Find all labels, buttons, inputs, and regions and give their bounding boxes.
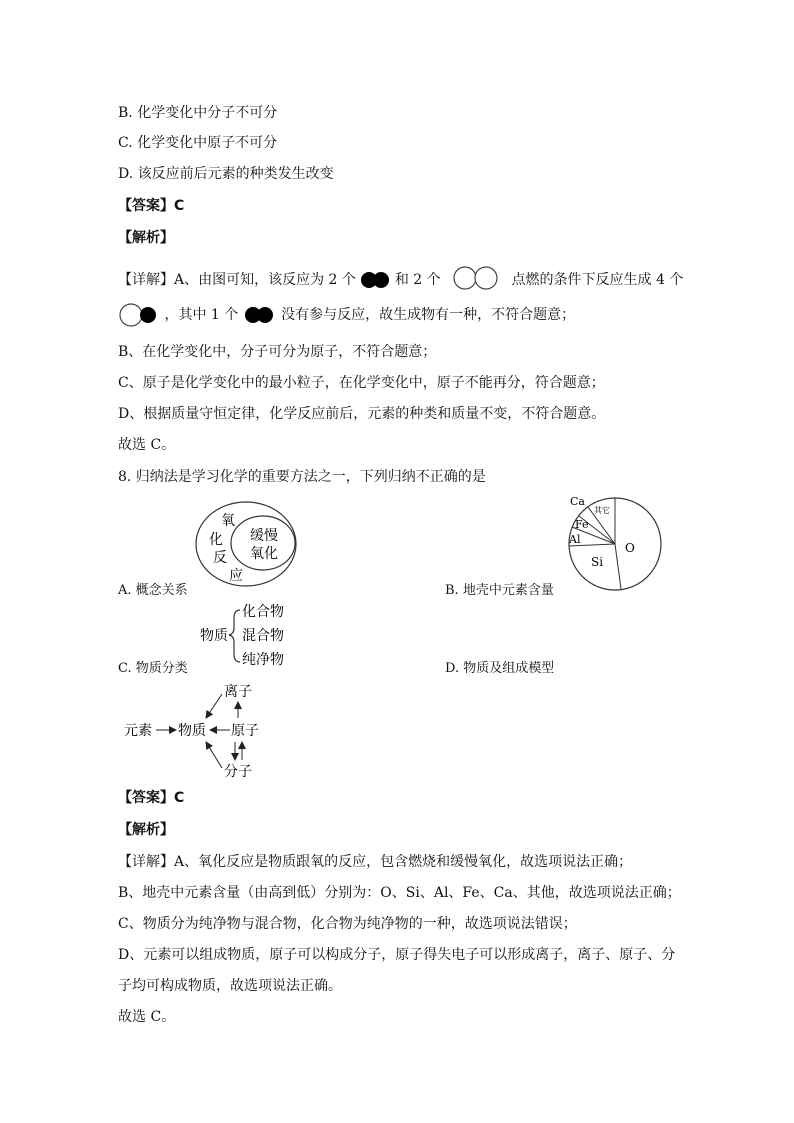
brace <box>229 610 240 662</box>
q8-detail-a: 【详解】A、氧化反应是物质跟氧的反应，包含燃烧和缓慢氧化，故选项说法正确； <box>118 854 633 870</box>
black-black-molecule-icon <box>243 305 277 325</box>
detail-a-text-4: ，其中 1 个 <box>164 307 239 323</box>
q8-detail-d-1: D、元素可以组成物质，原子可以构成分子，原子得失电子可以形成离子，离子、原子、分 <box>118 947 676 963</box>
substance-classification-diagram <box>196 600 296 670</box>
black-black-molecule-icon <box>360 270 390 290</box>
answer: 【答案】C <box>118 198 185 214</box>
classification-root: 物质 <box>200 628 228 644</box>
option-b: B. 化学变化中分子不可分 <box>118 105 278 121</box>
pie-label-si: Si <box>591 555 604 569</box>
pie-label-fe: Fe <box>575 518 589 531</box>
node-substance: 物质 <box>178 723 206 739</box>
classification-branch-2: 混合物 <box>242 628 284 644</box>
composition-model-diagram <box>118 680 278 780</box>
classification-branch-1: 化合物 <box>242 604 284 620</box>
inner-label-2: 氧化 <box>250 546 278 562</box>
inner-label-1: 缓慢 <box>250 528 278 544</box>
conclusion: 故选 C。 <box>118 437 176 453</box>
detail-a-line1 <box>118 262 683 298</box>
q8-answer: 【答案】C <box>118 790 185 806</box>
analysis-title: 【解析】 <box>118 230 174 246</box>
detail-b: B、在化学变化中，分子可分为原子，不符合题意； <box>118 344 437 360</box>
q8-detail-b: B、地壳中元素含量（由高到低）分别为：O、Si、Al、Fe、Ca、其他，故选项说法正确； <box>118 885 681 901</box>
node-ion: 离子 <box>224 684 252 700</box>
outer-label-2: 化 <box>209 532 223 548</box>
outer-label-4: 应 <box>229 568 243 584</box>
q8-conclusion: 故选 C。 <box>118 1009 176 1025</box>
node-element: 元素 <box>124 723 152 739</box>
pie-label-o: O <box>625 541 635 555</box>
white-white-molecule-icon <box>451 265 501 295</box>
node-molecule: 分子 <box>224 764 252 780</box>
pie-label-ca: Ca <box>570 495 585 508</box>
classification-branch-3: 纯净物 <box>242 652 284 668</box>
option-d: D. 该反应前后元素的种类发生改变 <box>118 166 334 182</box>
outer-label-3: 反 <box>213 550 227 566</box>
detail-d: D、根据质量守恒定律，化学反应前后，元素的种类和质量不变，不符合题意。 <box>118 406 606 422</box>
q8-detail-c: C、物质分为纯净物与混合物，化合物为纯净物的一种，故选项说法错误； <box>118 916 577 932</box>
option-d-caption: D. 物质及组成模型 <box>445 661 555 676</box>
detail-a-text-5: 没有参与反应，故生成物有一种，不符合题意； <box>281 307 576 323</box>
option-b-caption: B. 地壳中元素含量 <box>445 583 554 598</box>
option-a-caption: A. 概念关系 <box>118 583 188 598</box>
q8-detail-d-2: 子均可构成物质，故选项说法正确。 <box>118 978 342 994</box>
concept-relation-diagram <box>195 500 305 590</box>
detail-a-text-1: 【详解】A、由图可知，该反应为 2 个 <box>118 272 356 288</box>
option-c-caption: C. 物质分类 <box>118 661 188 676</box>
detail-a-text-3: 点燃的条件下反应生成 4 个 <box>511 272 684 288</box>
node-atom: 原子 <box>231 723 259 739</box>
option-c: C. 化学变化中原子不可分 <box>118 135 278 151</box>
question-8-stem: 8. 归纳法是学习化学的重要方法之一，下列归纳不正确的是 <box>118 469 486 485</box>
crust-element-pie <box>560 490 664 596</box>
outer-label-1: 氧 <box>221 513 235 529</box>
pie-label-other: 其它 <box>594 506 610 515</box>
detail-c: C、原子是化学变化中的最小粒子，在化学变化中，原子不能再分，符合题意； <box>118 375 605 391</box>
white-black-molecule-icon <box>118 302 160 328</box>
pie-label-al: Al <box>569 533 581 546</box>
detail-a-line2 <box>118 300 575 330</box>
detail-a-text-2: 和 2 个 <box>394 272 441 288</box>
arrow-ion-substance <box>206 694 222 718</box>
arrow-molecule-substance <box>206 742 222 768</box>
q8-analysis-title: 【解析】 <box>118 822 174 838</box>
